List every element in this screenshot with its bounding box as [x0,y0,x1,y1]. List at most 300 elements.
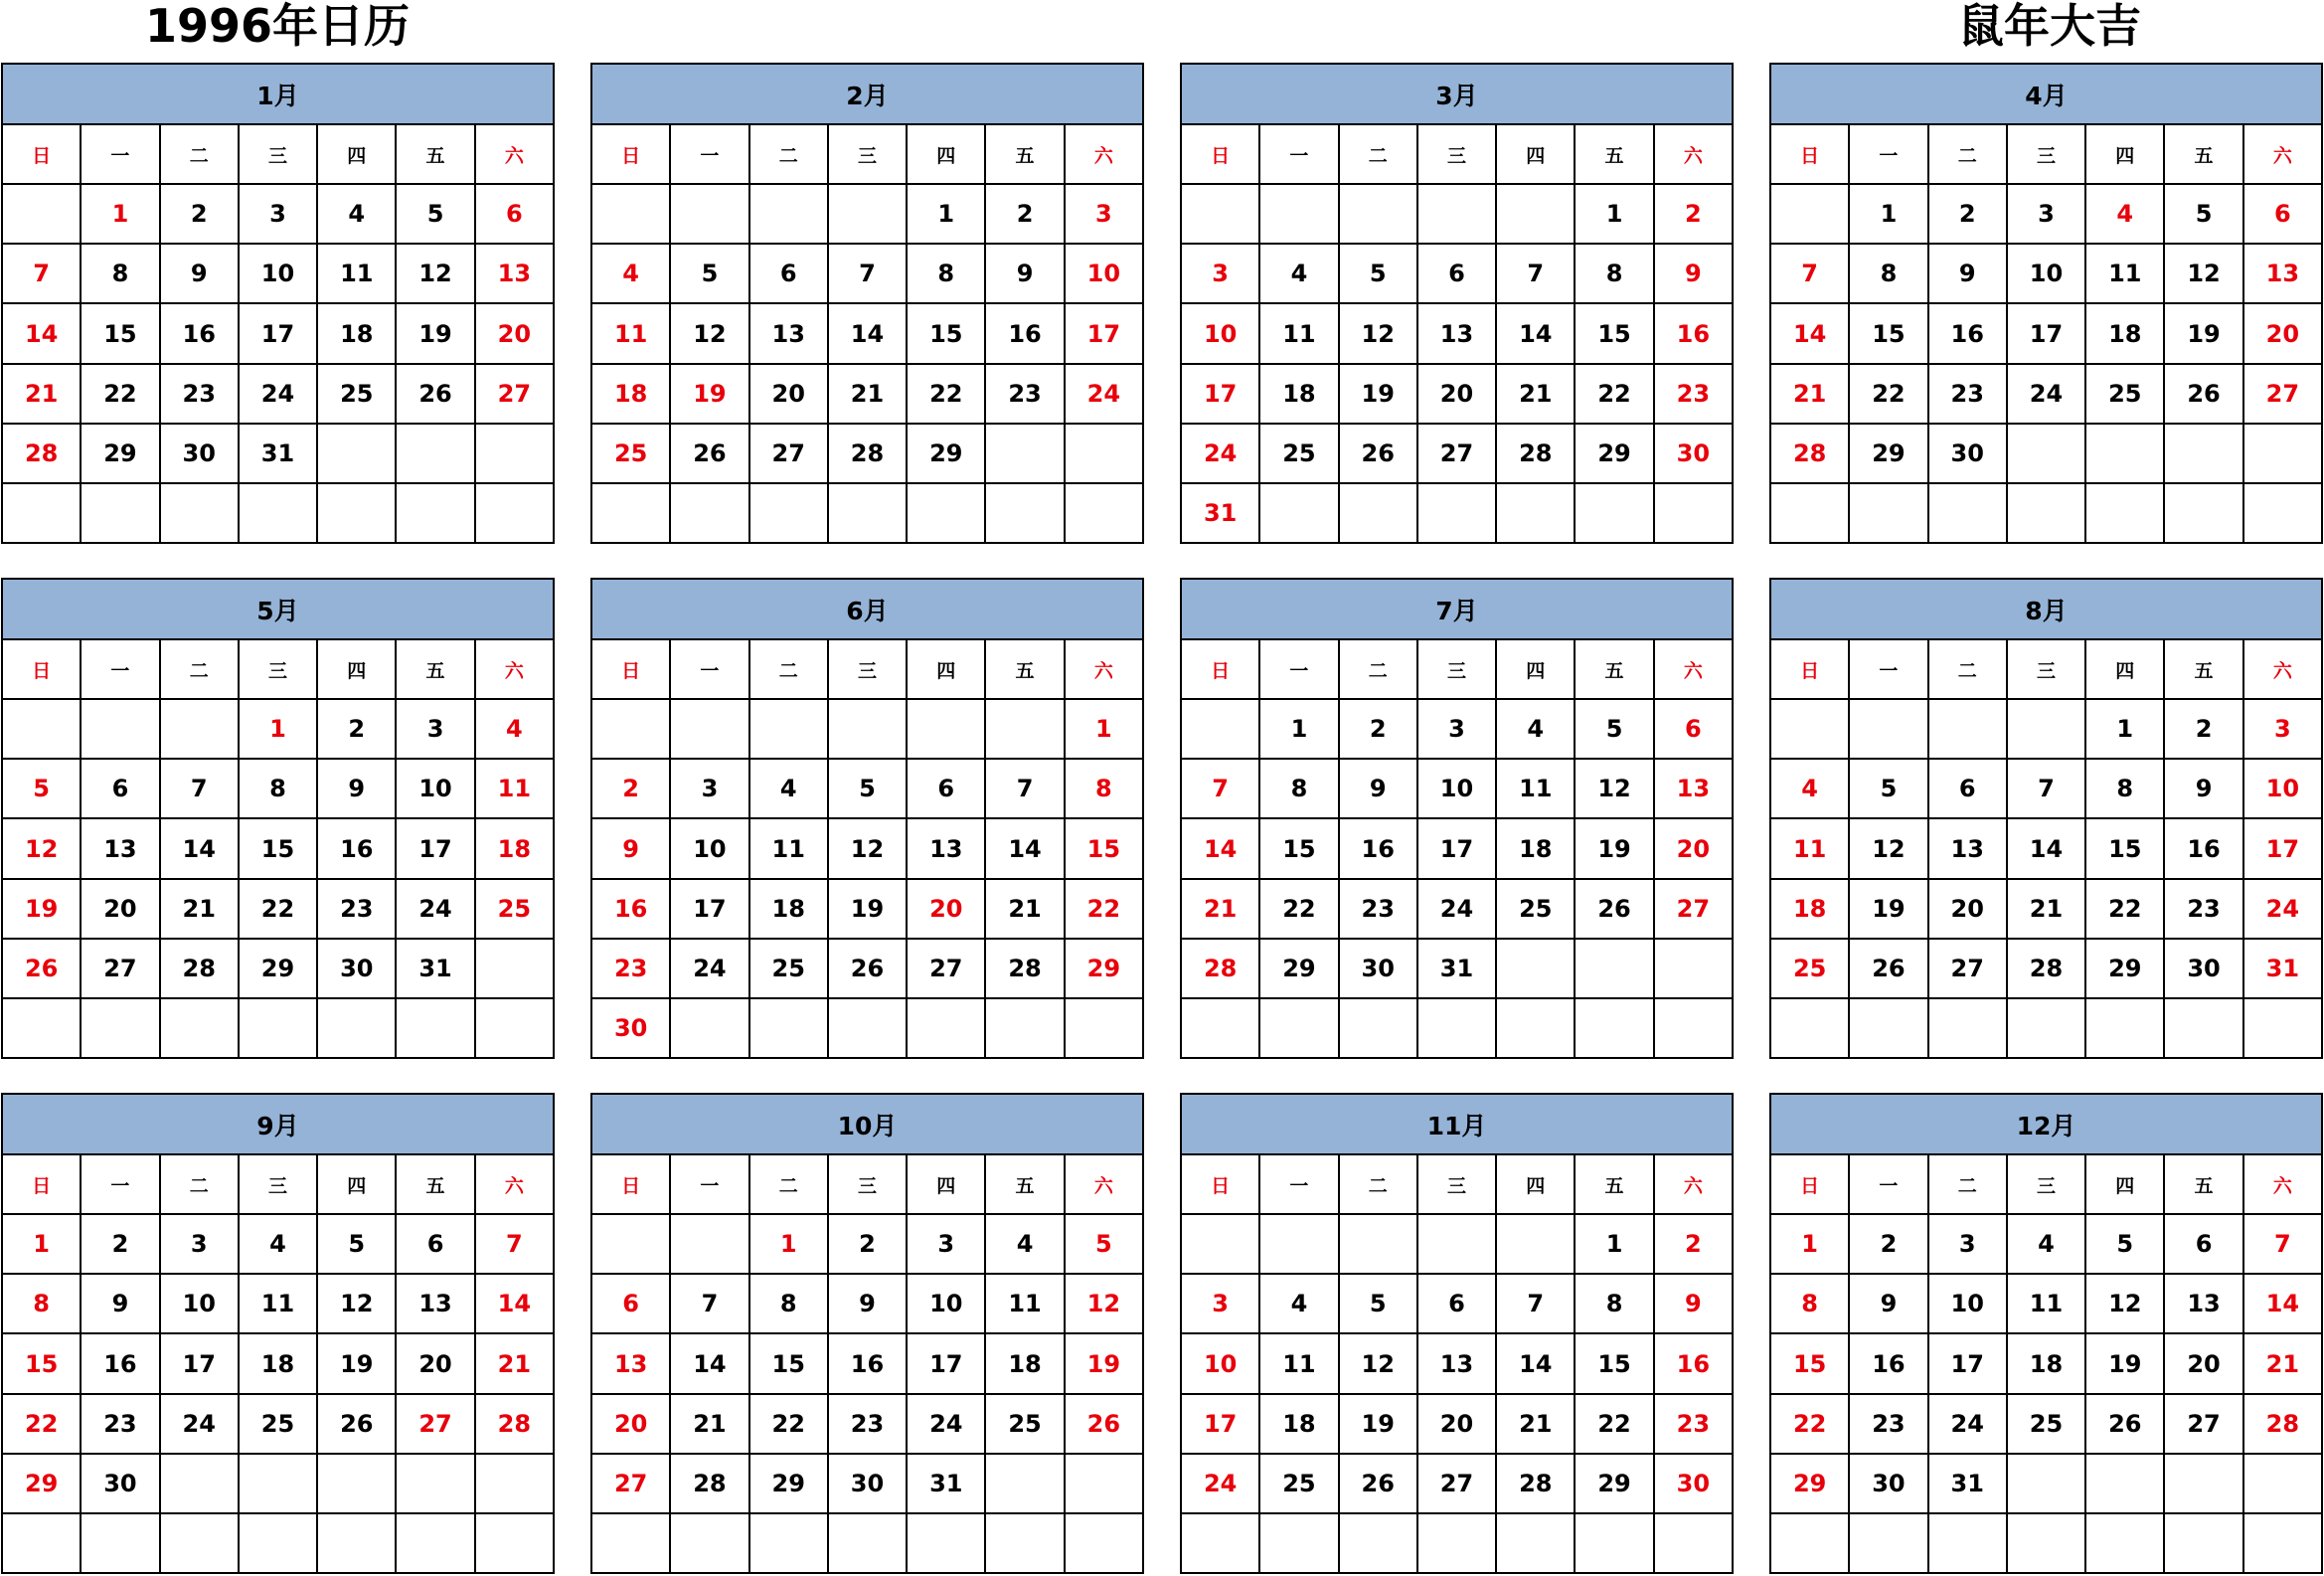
day-cell: 29 [1575,1454,1653,1513]
day-cell: 14 [1496,303,1575,363]
day-cell: 21 [670,1394,748,1454]
day-cell: 3 [1928,1214,2007,1274]
empty-cell [317,1513,396,1573]
day-cell: 7 [1181,759,1259,818]
day-cell: 27 [907,939,985,998]
day-cell: 12 [317,1274,396,1333]
empty-cell [475,424,554,483]
month-calendar [1,1093,555,1574]
day-cell: 17 [160,1333,239,1393]
day-cell: 14 [2007,818,2085,878]
day-cell: 13 [907,818,985,878]
day-cell: 13 [591,1333,670,1393]
day-cell: 27 [749,424,828,483]
day-cell: 2 [591,759,670,818]
day-cell: 29 [1770,1454,1849,1513]
empty-cell [2164,1454,2242,1513]
day-cell: 29 [1259,939,1338,998]
day-cell: 6 [749,244,828,303]
empty-cell [828,699,907,759]
day-cell: 18 [1770,879,1849,939]
month-header: 11月 [1181,1094,1733,1154]
day-cell: 26 [1339,424,1417,483]
day-cell: 3 [670,759,748,818]
day-cell: 25 [1259,1454,1338,1513]
empty-cell [1065,1454,1143,1513]
month-header: 4月 [1770,64,2322,124]
day-cell: 6 [2164,1214,2242,1274]
day-cell: 10 [160,1274,239,1333]
empty-cell [2085,483,2164,543]
day-cell: 13 [475,244,554,303]
month-calendar [1180,63,1734,544]
day-cell: 5 [1339,244,1417,303]
month-header: 8月 [1770,579,2322,639]
empty-cell [670,1513,748,1573]
month-calendar [590,63,1144,544]
day-cell: 9 [828,1274,907,1333]
day-cell: 18 [317,303,396,363]
day-cell: 29 [81,424,159,483]
day-cell: 8 [1575,244,1653,303]
day-cell: 23 [1339,879,1417,939]
day-cell: 1 [2085,699,2164,759]
weekday-label: 五 [985,639,1064,699]
empty-cell [749,1513,828,1573]
day-cell: 6 [1654,699,1733,759]
day-cell: 3 [2007,184,2085,244]
day-cell: 15 [239,818,317,878]
day-cell: 8 [1849,244,1927,303]
day-cell: 10 [670,818,748,878]
day-cell: 5 [1575,699,1653,759]
empty-cell [1065,998,1143,1058]
weekday-label: 五 [2164,124,2242,184]
day-cell: 1 [1770,1214,1849,1274]
day-cell: 16 [81,1333,159,1393]
day-cell: 15 [1770,1333,1849,1393]
empty-cell [81,1513,159,1573]
weekday-label: 日 [1770,124,1849,184]
day-cell: 7 [1496,1274,1575,1333]
day-cell: 23 [2164,879,2242,939]
day-cell: 21 [2007,879,2085,939]
empty-cell [2,998,81,1058]
weekday-label: 四 [317,124,396,184]
day-cell: 28 [828,424,907,483]
empty-cell [1417,1214,1496,1274]
day-cell: 24 [396,879,474,939]
empty-cell [2007,1513,2085,1573]
day-cell: 24 [1181,1454,1259,1513]
day-cell: 10 [239,244,317,303]
empty-cell [475,483,554,543]
day-cell: 14 [2,303,81,363]
empty-cell [907,1513,985,1573]
empty-cell [1065,483,1143,543]
day-cell: 19 [1065,1333,1143,1393]
day-cell: 27 [1417,1454,1496,1513]
day-cell: 13 [81,818,159,878]
day-cell: 4 [317,184,396,244]
day-cell: 22 [1770,1394,1849,1454]
day-cell: 9 [317,759,396,818]
day-cell: 19 [1339,1394,1417,1454]
day-cell: 5 [317,1214,396,1274]
day-cell: 15 [1575,303,1653,363]
day-cell: 30 [591,998,670,1058]
empty-cell [1496,483,1575,543]
empty-cell [239,1454,317,1513]
day-cell: 14 [670,1333,748,1393]
day-cell: 9 [1654,244,1733,303]
weekday-label: 四 [907,1154,985,1214]
empty-cell [1928,998,2007,1058]
day-cell: 17 [670,879,748,939]
day-cell: 10 [1417,759,1496,818]
empty-cell [749,699,828,759]
empty-cell [749,998,828,1058]
day-cell: 10 [1181,303,1259,363]
day-cell: 2 [1849,1214,1927,1274]
day-cell: 12 [1065,1274,1143,1333]
day-cell: 31 [907,1454,985,1513]
day-cell: 27 [2164,1394,2242,1454]
day-cell: 22 [749,1394,828,1454]
day-cell: 1 [1575,184,1653,244]
weekday-label: 六 [1654,124,1733,184]
day-cell: 29 [907,424,985,483]
weekday-label: 二 [1928,1154,2007,1214]
day-cell: 2 [828,1214,907,1274]
empty-cell [1654,483,1733,543]
day-cell: 3 [1065,184,1143,244]
weekday-label: 三 [1417,1154,1496,1214]
month-calendar [590,1093,1144,1574]
day-cell: 25 [239,1394,317,1454]
empty-cell [1654,1513,1733,1573]
day-cell: 31 [1417,939,1496,998]
empty-cell [1770,998,1849,1058]
weekday-label: 六 [1065,124,1143,184]
day-cell: 20 [81,879,159,939]
empty-cell [396,483,474,543]
day-cell: 17 [1065,303,1143,363]
day-cell: 19 [670,364,748,424]
empty-cell [985,483,1064,543]
weekday-label: 五 [396,1154,474,1214]
day-cell: 26 [1339,1454,1417,1513]
day-cell: 23 [1654,364,1733,424]
day-cell: 14 [1496,1333,1575,1393]
day-cell: 30 [1849,1454,1927,1513]
day-cell: 8 [1065,759,1143,818]
day-cell: 26 [317,1394,396,1454]
day-cell: 15 [81,303,159,363]
day-cell: 25 [317,364,396,424]
day-cell: 6 [591,1274,670,1333]
empty-cell [1339,184,1417,244]
day-cell: 14 [985,818,1064,878]
empty-cell [1575,483,1653,543]
empty-cell [670,1214,748,1274]
day-cell: 7 [2243,1214,2322,1274]
day-cell: 21 [1770,364,1849,424]
empty-cell [670,483,748,543]
weekday-label: 日 [1181,1154,1259,1214]
empty-cell [1496,1214,1575,1274]
day-cell: 24 [2007,364,2085,424]
day-cell: 29 [1849,424,1927,483]
day-cell: 11 [317,244,396,303]
empty-cell [1770,483,1849,543]
day-cell: 2 [317,699,396,759]
day-cell: 4 [985,1214,1064,1274]
day-cell: 18 [475,818,554,878]
day-cell: 4 [1770,759,1849,818]
empty-cell [1259,1214,1338,1274]
day-cell: 23 [985,364,1064,424]
day-cell: 16 [1928,303,2007,363]
empty-cell [1181,1513,1259,1573]
day-cell: 3 [1181,1274,1259,1333]
empty-cell [2085,424,2164,483]
day-cell: 23 [1654,1394,1733,1454]
day-cell: 19 [1575,818,1653,878]
day-cell: 16 [1654,1333,1733,1393]
day-cell: 15 [1575,1333,1653,1393]
empty-cell [1575,998,1653,1058]
day-cell: 30 [2164,939,2242,998]
empty-cell [239,1513,317,1573]
weekday-label: 五 [396,124,474,184]
month-calendar [1180,1093,1734,1574]
weekday-label: 四 [907,639,985,699]
weekday-label: 日 [2,1154,81,1214]
empty-cell [1181,699,1259,759]
day-cell: 5 [1849,759,1927,818]
day-cell: 4 [2007,1214,2085,1274]
day-cell: 29 [1065,939,1143,998]
weekday-label: 四 [317,639,396,699]
day-cell: 13 [749,303,828,363]
day-cell: 8 [1575,1274,1653,1333]
weekday-label: 二 [749,639,828,699]
empty-cell [1770,184,1849,244]
empty-cell [317,483,396,543]
day-cell: 11 [591,303,670,363]
empty-cell [1339,1214,1417,1274]
day-cell: 23 [1928,364,2007,424]
empty-cell [2007,1454,2085,1513]
weekday-label: 日 [1181,639,1259,699]
weekday-label: 一 [1849,1154,1927,1214]
day-cell: 21 [1496,1394,1575,1454]
day-cell: 5 [396,184,474,244]
day-cell: 26 [1575,879,1653,939]
month-calendar [1,63,555,544]
day-cell: 29 [749,1454,828,1513]
day-cell: 20 [749,364,828,424]
empty-cell [1181,1214,1259,1274]
day-cell: 28 [985,939,1064,998]
weekday-label: 日 [2,639,81,699]
day-cell: 9 [1339,759,1417,818]
day-cell: 4 [749,759,828,818]
empty-cell [2243,1513,2322,1573]
day-cell: 1 [907,184,985,244]
day-cell: 11 [2085,244,2164,303]
day-cell: 20 [475,303,554,363]
day-cell: 12 [670,303,748,363]
empty-cell [1928,483,2007,543]
weekday-label: 六 [475,639,554,699]
day-cell: 26 [2164,364,2242,424]
month-calendar [590,578,1144,1059]
day-cell: 17 [1181,364,1259,424]
day-cell: 20 [591,1394,670,1454]
day-cell: 10 [396,759,474,818]
day-cell: 16 [2164,818,2242,878]
day-cell: 31 [1928,1454,2007,1513]
day-cell: 6 [475,184,554,244]
weekday-label: 一 [1849,639,1927,699]
month-calendar [1769,578,2323,1059]
empty-cell [1770,1513,1849,1573]
day-cell: 12 [1339,1333,1417,1393]
empty-cell [160,1454,239,1513]
day-cell: 18 [2007,1333,2085,1393]
weekday-label: 六 [2243,124,2322,184]
empty-cell [670,998,748,1058]
day-cell: 27 [81,939,159,998]
day-cell: 12 [2,818,81,878]
empty-cell [1065,424,1143,483]
weekday-label: 一 [670,639,748,699]
day-cell: 4 [1496,699,1575,759]
day-cell: 17 [2243,818,2322,878]
day-cell: 2 [985,184,1064,244]
day-cell: 9 [160,244,239,303]
day-cell: 25 [749,939,828,998]
day-cell: 31 [396,939,474,998]
day-cell: 14 [475,1274,554,1333]
day-cell: 22 [2085,879,2164,939]
day-cell: 15 [907,303,985,363]
empty-cell [2007,998,2085,1058]
weekday-label: 五 [2164,639,2242,699]
day-cell: 17 [1417,818,1496,878]
day-cell: 7 [160,759,239,818]
empty-cell [475,1513,554,1573]
empty-cell [475,998,554,1058]
day-cell: 4 [239,1214,317,1274]
empty-cell [475,939,554,998]
day-cell: 15 [1849,303,1927,363]
day-cell: 19 [2085,1333,2164,1393]
day-cell: 7 [828,244,907,303]
day-cell: 31 [2243,939,2322,998]
empty-cell [81,699,159,759]
day-cell: 14 [828,303,907,363]
weekday-label: 五 [396,639,474,699]
day-cell: 23 [828,1394,907,1454]
day-cell: 21 [1181,879,1259,939]
empty-cell [160,699,239,759]
day-cell: 8 [81,244,159,303]
empty-cell [2243,998,2322,1058]
day-cell: 10 [1928,1274,2007,1333]
day-cell: 17 [1928,1333,2007,1393]
day-cell: 5 [2,759,81,818]
day-cell: 17 [396,818,474,878]
empty-cell [81,998,159,1058]
day-cell: 2 [160,184,239,244]
day-cell: 30 [1339,939,1417,998]
day-cell: 26 [1849,939,1927,998]
empty-cell [1181,184,1259,244]
day-cell: 20 [2164,1333,2242,1393]
day-cell: 16 [828,1333,907,1393]
empty-cell [239,998,317,1058]
weekday-label: 日 [591,639,670,699]
day-cell: 2 [1654,184,1733,244]
empty-cell [396,998,474,1058]
day-cell: 25 [2007,1394,2085,1454]
empty-cell [1417,998,1496,1058]
weekday-label: 六 [1065,639,1143,699]
day-cell: 26 [670,424,748,483]
day-cell: 1 [1849,184,1927,244]
day-cell: 24 [239,364,317,424]
empty-cell [1849,699,1927,759]
day-cell: 7 [985,759,1064,818]
day-cell: 14 [2243,1274,2322,1333]
weekday-label: 一 [81,639,159,699]
day-cell: 24 [1065,364,1143,424]
day-cell: 8 [2,1274,81,1333]
day-cell: 26 [828,939,907,998]
empty-cell [907,483,985,543]
empty-cell [317,998,396,1058]
weekday-label: 三 [828,1154,907,1214]
empty-cell [2164,1513,2242,1573]
day-cell: 18 [239,1333,317,1393]
day-cell: 23 [81,1394,159,1454]
day-cell: 25 [1259,424,1338,483]
month-header: 1月 [2,64,554,124]
day-cell: 27 [2243,364,2322,424]
day-cell: 29 [2085,939,2164,998]
day-cell: 30 [317,939,396,998]
day-cell: 20 [2243,303,2322,363]
day-cell: 13 [2164,1274,2242,1333]
empty-cell [591,1513,670,1573]
day-cell: 19 [2164,303,2242,363]
day-cell: 18 [749,879,828,939]
day-cell: 5 [2085,1214,2164,1274]
day-cell: 21 [2,364,81,424]
day-cell: 12 [2085,1274,2164,1333]
weekday-label: 二 [749,124,828,184]
day-cell: 28 [2,424,81,483]
day-cell: 7 [1770,244,1849,303]
weekday-label: 二 [1928,639,2007,699]
empty-cell [1928,1513,2007,1573]
empty-cell [749,184,828,244]
empty-cell [985,699,1064,759]
day-cell: 27 [396,1394,474,1454]
